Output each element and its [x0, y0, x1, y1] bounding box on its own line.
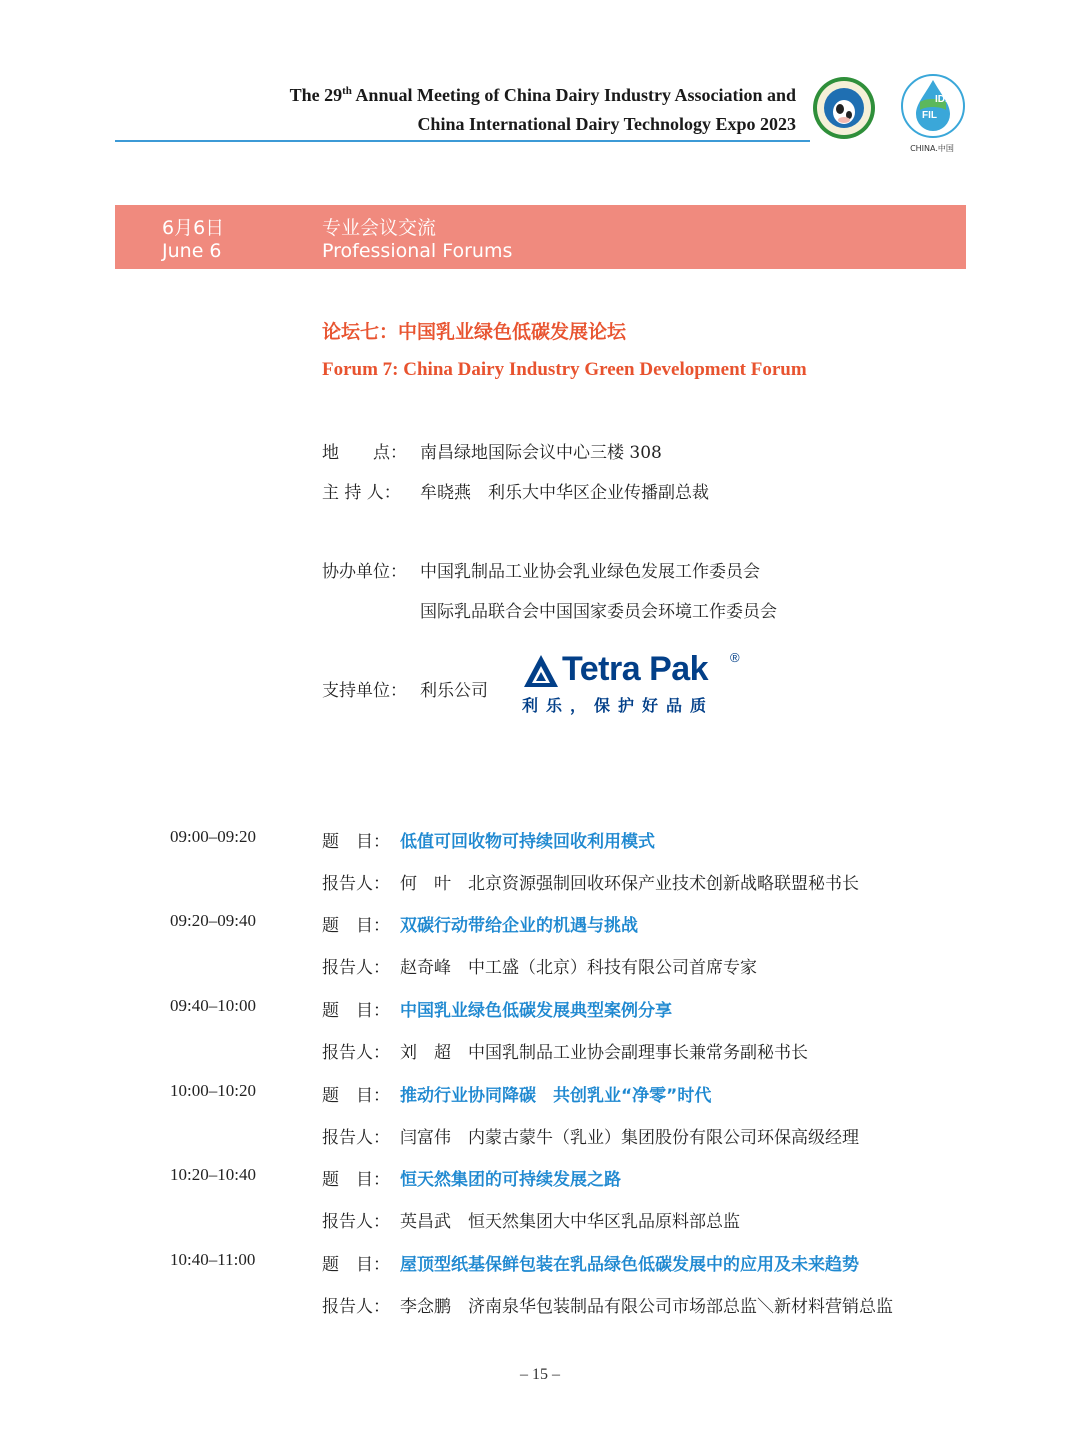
speaker-label: 报告人：	[322, 874, 390, 894]
venue-label: 地 点：	[322, 443, 407, 463]
topic-label: 题 目：	[322, 1086, 390, 1106]
banner-date-en: June 6	[162, 240, 222, 262]
topic-label: 题 目：	[322, 832, 390, 852]
supporter-label: 支持单位：	[322, 681, 407, 701]
topic-label: 题 目：	[322, 916, 390, 936]
session-time: 09:00–09:20	[170, 827, 256, 846]
co-organizer-2: 国际乳品联合会中国国家委员会环境工作委员会	[420, 602, 777, 622]
tetra-pak-slogan: 利乐，保护好品质	[522, 696, 715, 715]
session-time: 10:40–11:00	[170, 1250, 256, 1269]
cdia-cow-logo-icon	[812, 76, 876, 140]
tetra-pak-registered-mark: ®	[730, 650, 740, 665]
banner-title-en: Professional Forums	[322, 240, 513, 262]
header-title-line-1-post: Annual Meeting of China Dairy Industry Association and	[351, 85, 796, 105]
header-title-line-1-sup: th	[342, 85, 352, 97]
session-speaker: 李念鹏 济南泉华包装制品有限公司市场部总监＼新材料营销总监	[400, 1297, 893, 1317]
day-banner	[115, 205, 966, 269]
header-title-line-1-pre: The 29	[289, 85, 343, 105]
session-speaker: 何 叶 北京资源强制回收环保产业技术创新战略联盟秘书长	[400, 874, 859, 894]
host-value: 牟晓燕 利乐大中华区企业传播副总裁	[420, 483, 709, 503]
session-topic: 双碳行动带给企业的机遇与挑战	[400, 916, 638, 936]
speaker-label: 报告人：	[322, 1128, 390, 1148]
svg-text:FIL: FIL	[922, 110, 937, 121]
header-title-line-1	[290, 85, 796, 106]
session-time: 09:40–10:00	[170, 996, 256, 1015]
topic-label: 题 目：	[322, 1170, 390, 1190]
topic-label: 题 目：	[322, 1255, 390, 1275]
session-speaker: 英昌武 恒天然集团大中华区乳品原料部总监	[400, 1212, 740, 1232]
tetra-pak-triangle-icon	[522, 653, 560, 689]
logo-country-tag: CHINA.中国	[910, 144, 954, 153]
session-speaker: 刘 超 中国乳制品工业协会副理事长兼常务副秘书长	[400, 1043, 808, 1063]
session-topic: 推动行业协同降碳 共创乳业“净零”时代	[400, 1086, 712, 1106]
speaker-label: 报告人：	[322, 958, 390, 978]
co-organizer-1: 中国乳制品工业协会乳业绿色发展工作委员会	[420, 562, 760, 582]
session-speaker: 赵奇峰 中工盛（北京）科技有限公司首席专家	[400, 958, 757, 978]
session-speaker: 闫富伟 内蒙古蒙牛（乳业）集团股份有限公司环保高级经理	[400, 1128, 859, 1148]
forum-title-en: Forum 7: China Dairy Industry Green Development Forum	[322, 359, 807, 380]
banner-date-cn: 6月6日	[162, 217, 225, 239]
session-topic: 屋顶型纸基保鲜包装在乳品绿色低碳发展中的应用及未来趋势	[400, 1255, 859, 1275]
session-topic: 中国乳业绿色低碳发展典型案例分享	[400, 1001, 672, 1021]
forum-title-cn: 论坛七：中国乳业绿色低碳发展论坛	[322, 321, 627, 343]
speaker-label: 报告人：	[322, 1297, 390, 1317]
speaker-label: 报告人：	[322, 1212, 390, 1232]
supporter-value: 利乐公司	[420, 681, 488, 701]
venue-value: 南昌绿地国际会议中心三楼 308	[420, 443, 662, 463]
header-title-line-2: China International Dairy Technology Expo 2023	[417, 114, 796, 134]
tetra-pak-wordmark: Tetra Pak	[562, 650, 709, 688]
topic-label: 题 目：	[322, 1001, 390, 1021]
session-topic: 低值可回收物可持续回收利用模式	[400, 832, 655, 852]
banner-title-cn: 专业会议交流	[322, 217, 437, 239]
co-organizer-label: 协办单位：	[322, 562, 407, 582]
session-time: 10:00–10:20	[170, 1081, 256, 1100]
fil-idf-drop-logo-icon	[900, 72, 966, 142]
session-time: 10:20–10:40	[170, 1165, 256, 1184]
page-number: – 15 –	[520, 1366, 560, 1383]
host-label: 主 持 人：	[322, 483, 401, 503]
session-time: 09:20–09:40	[170, 911, 256, 930]
svg-text:IDF: IDF	[935, 94, 952, 105]
session-topic: 恒天然集团的可持续发展之路	[400, 1170, 621, 1190]
speaker-label: 报告人：	[322, 1043, 390, 1063]
header-divider	[115, 140, 810, 142]
